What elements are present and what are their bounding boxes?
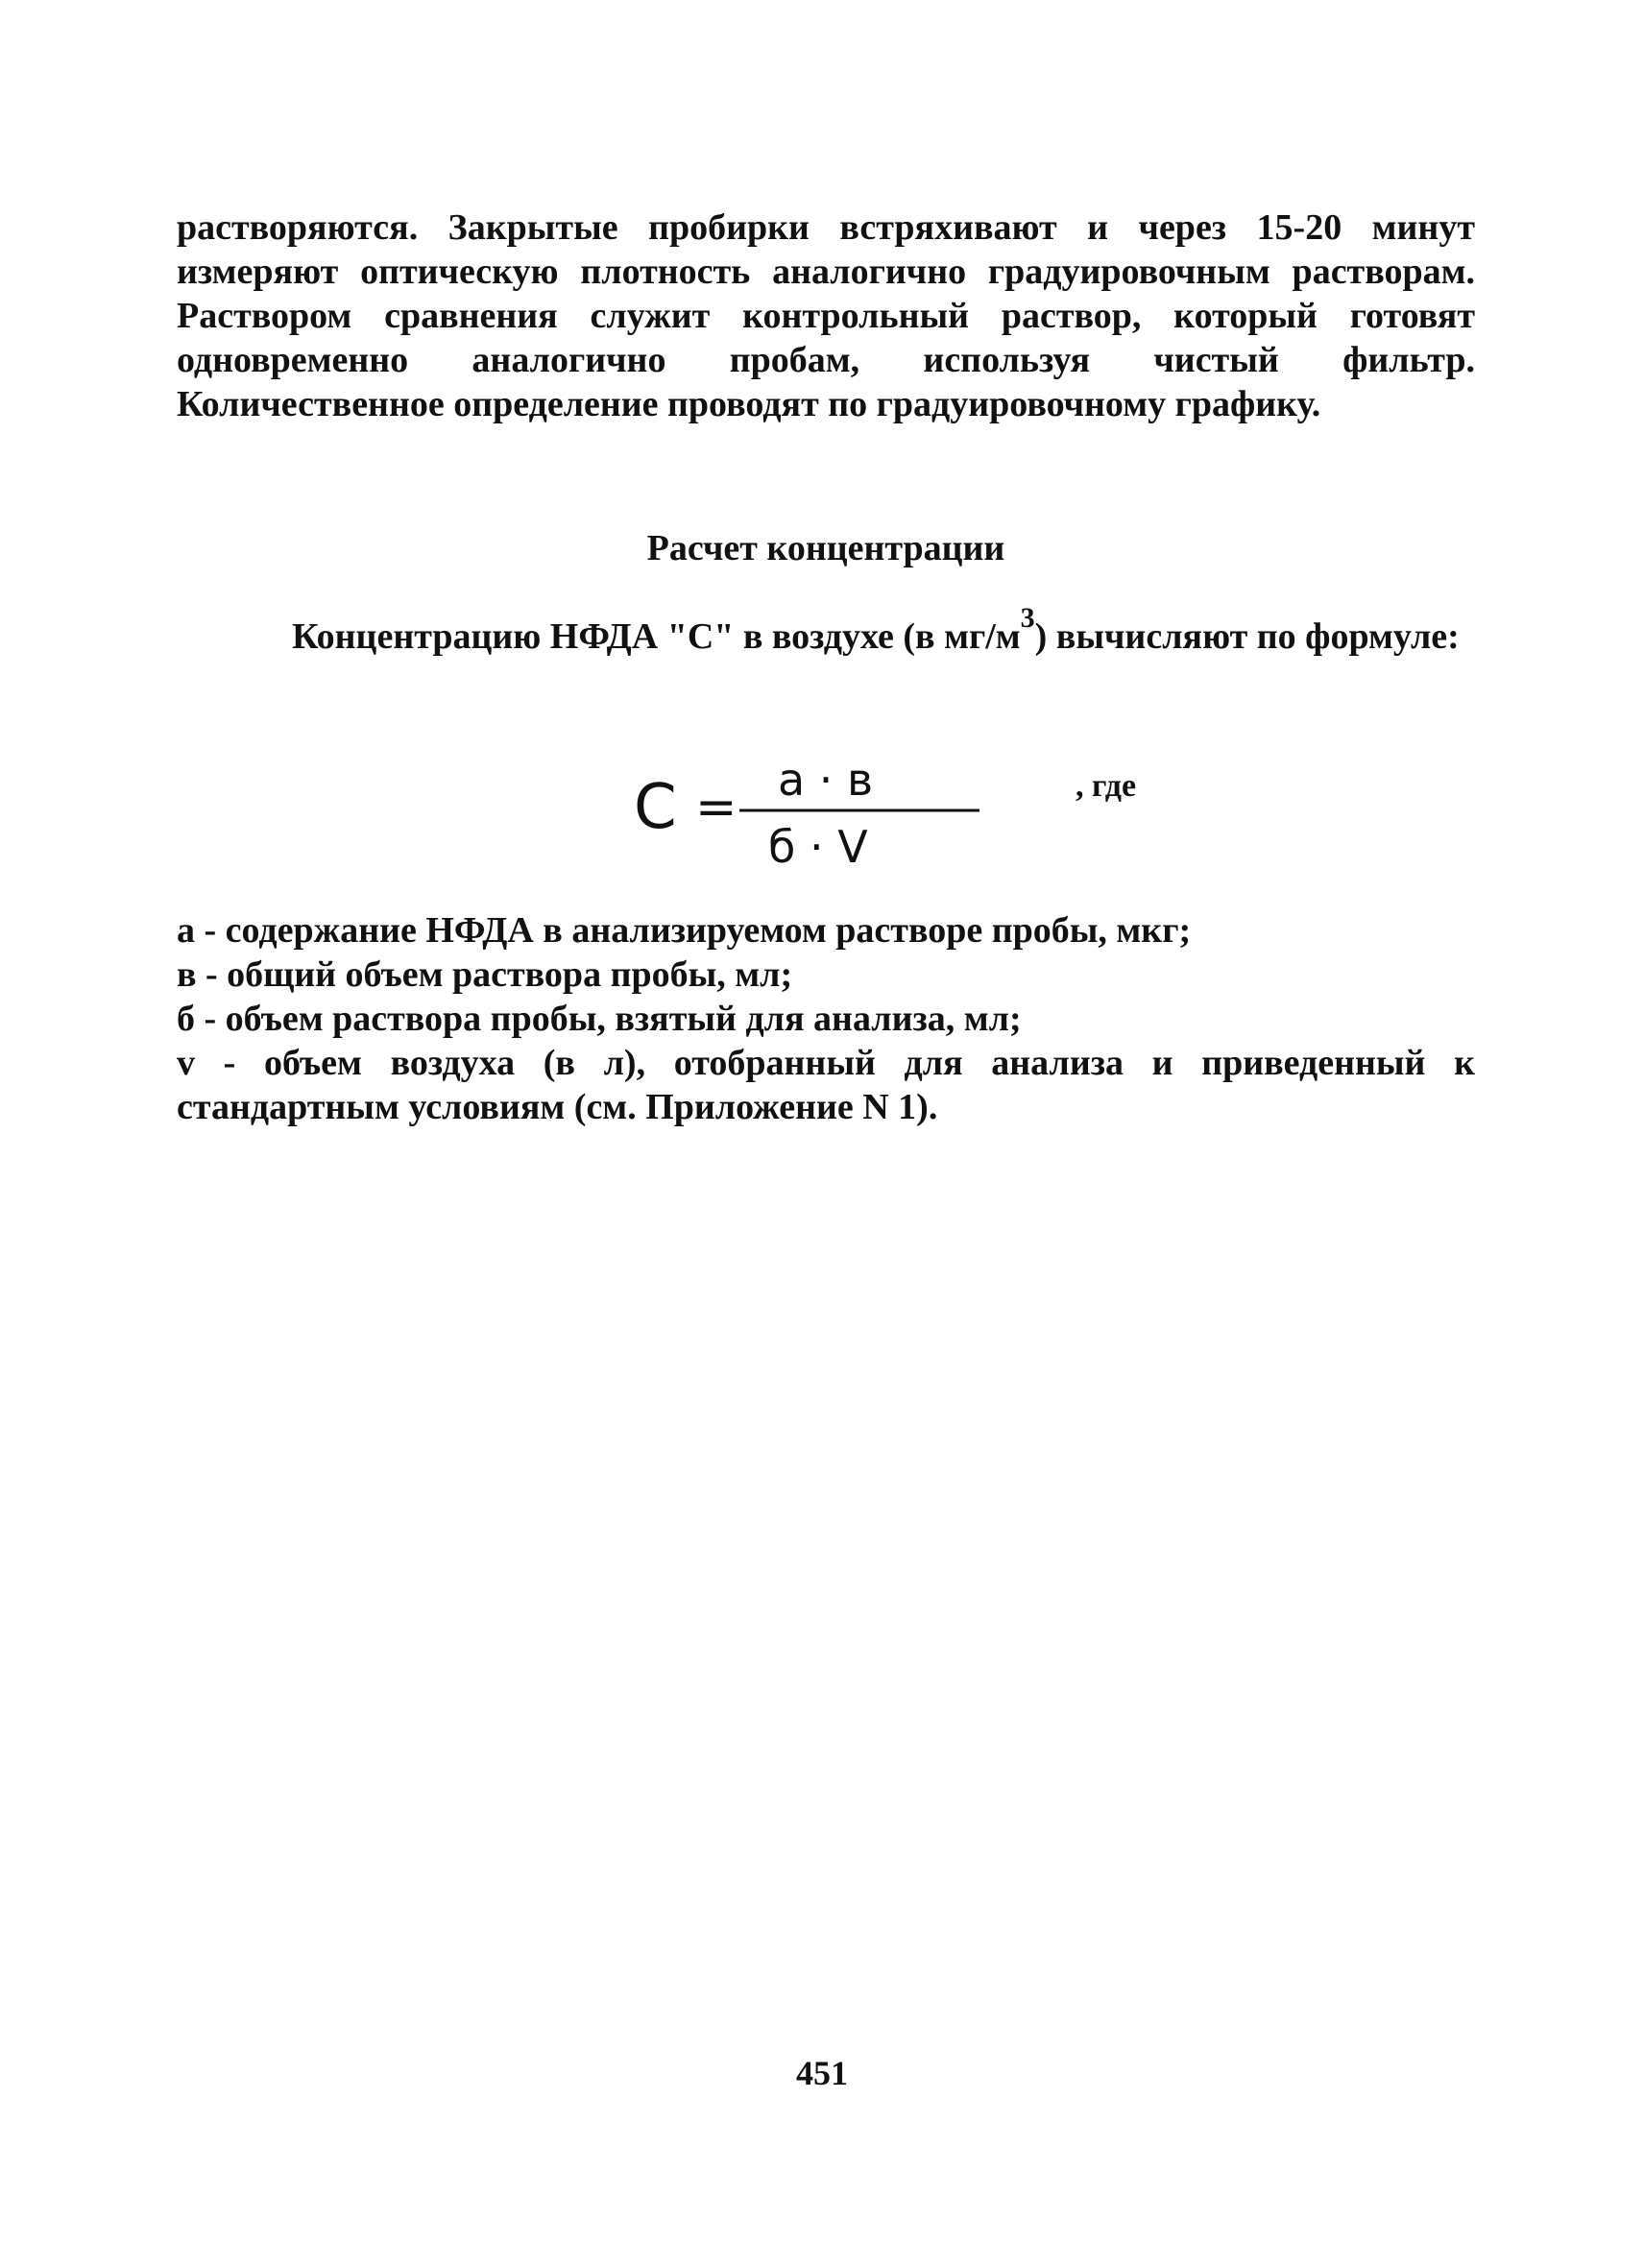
formula-equals: = (695, 779, 737, 836)
formula-suffix: , где (1076, 768, 1137, 804)
formula-lhs: C (634, 772, 677, 843)
intro-sentence (177, 602, 1475, 659)
section-heading: Расчет концентрации (646, 528, 1005, 568)
formula-numerator: a · в (778, 754, 874, 806)
superscript-exponent: 3 (1020, 602, 1035, 634)
body-paragraph: растворяются. Закрытые пробирки встряхивают и через 15-20 минут измеряют оптическую плотность аналогично градуировочным растворам. Раствором сравнения служит контрольный раствор, который готовят одновременно аналогично пробам, используя чистый фильтр. Количественное определение проводят по градуировочному графику. (177, 207, 1475, 424)
definition-item: в - общий объем раствора пробы, мл; (177, 954, 793, 995)
definition-item: v - объем воздуха (в л), отобранный для анализа и приведенный к стандартным условиям (см. Приложение N 1). (177, 1043, 1475, 1127)
handwritten-formula (615, 739, 1210, 883)
intro-text-end: ) вычисляют по формуле: (1034, 616, 1460, 657)
formula-denominator: б · V (768, 821, 868, 873)
variable-definitions (177, 908, 1475, 1129)
page-number: 451 (796, 2054, 848, 2092)
intro-text-start: Концентрацию НФДА "С" в воздухе (в мг/м (292, 616, 1021, 657)
definition-item: а - содержание НФДА в анализируемом растворе пробы, мкг; (177, 910, 1192, 951)
definition-item: б - объем раствора пробы, взятый для анализа, мл; (177, 999, 1022, 1039)
